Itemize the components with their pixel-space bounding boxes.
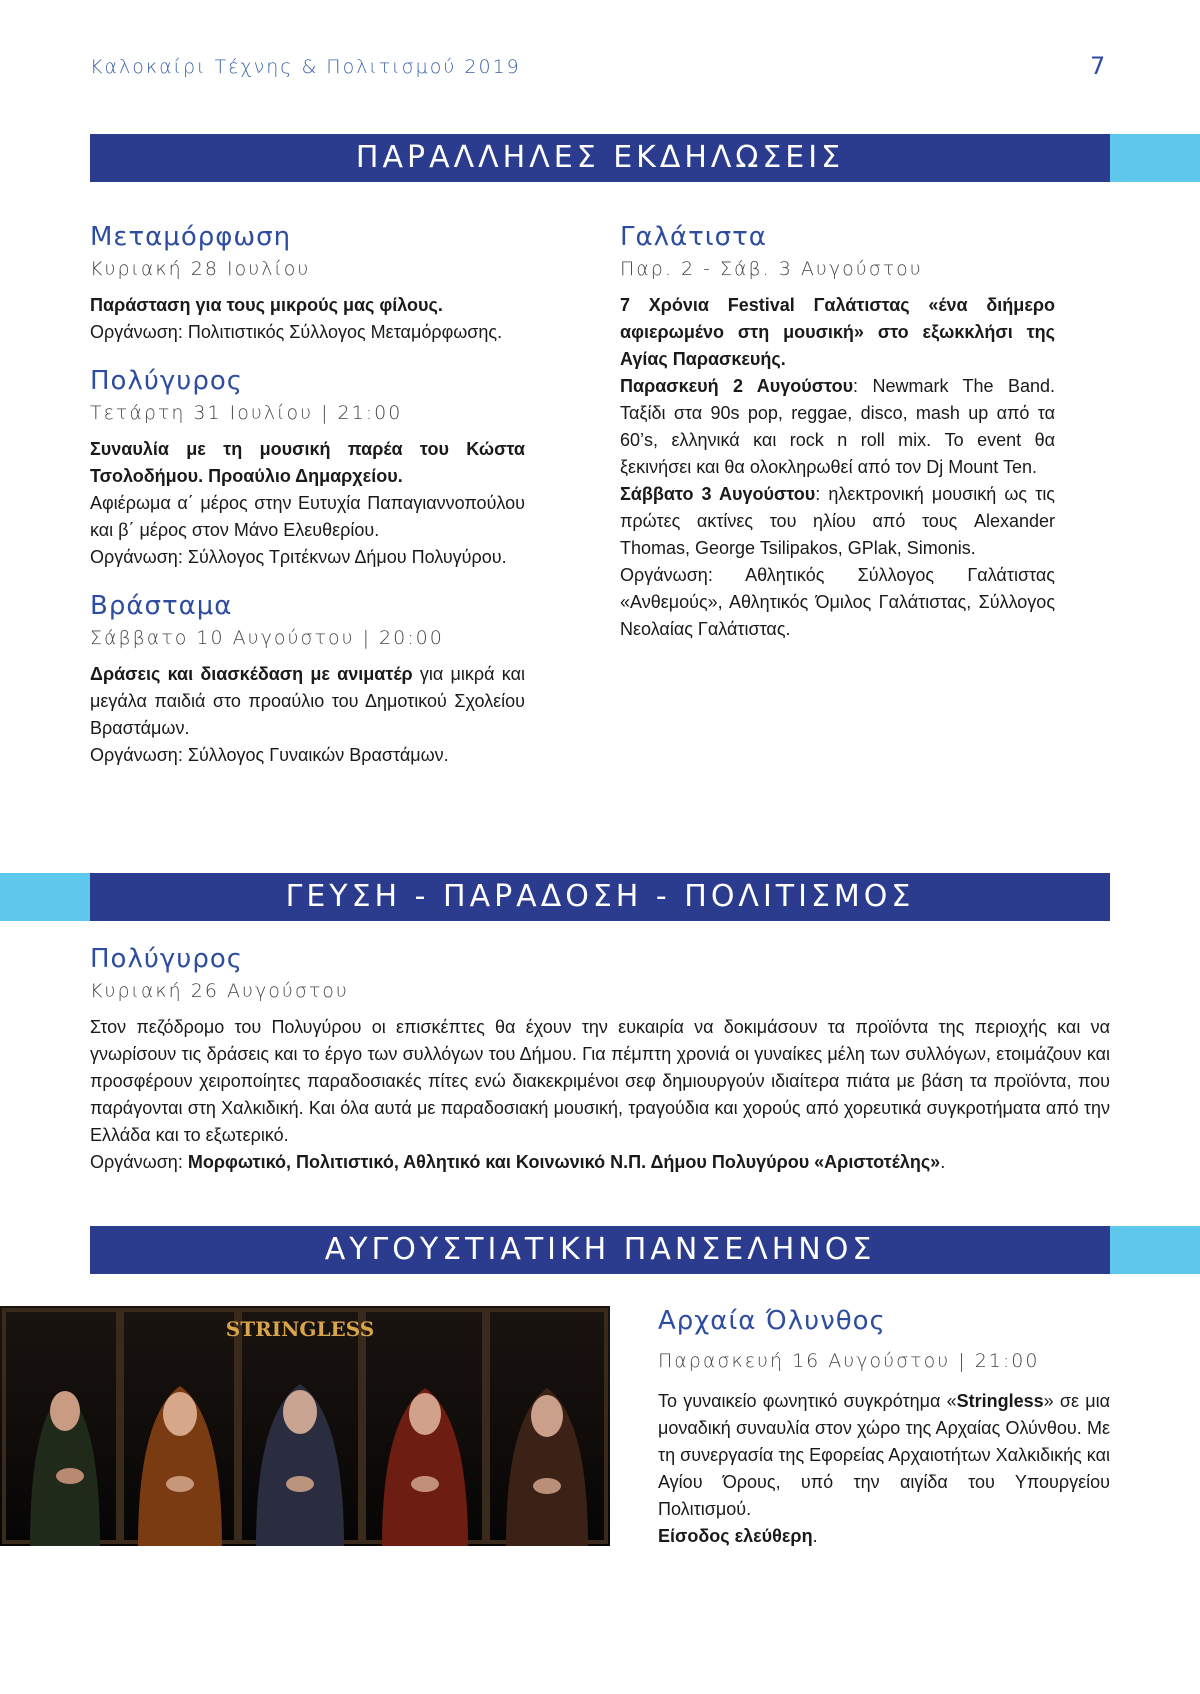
event-organizer: Οργάνωση: Σύλλογος Γυναικών Βραστάμων. <box>90 745 449 765</box>
section-banner-taste: ΓΕΥΣΗ - ΠΑΡΑΔΟΣΗ - ΠΟΛΙΤΙΣΜΟΣ <box>90 873 1110 921</box>
page-number: 7 <box>1090 52 1106 80</box>
event-text: για μικρά και μεγάλα παιδιά στο προαύλιο του Δημοτικού Σχολείου Βραστάμων. <box>90 664 525 738</box>
event-highlight: Συναυλία με τη μουσική παρέα του Κώστα Τσολοδήμου. Προαύλιο Δημαρχείου. <box>90 439 525 486</box>
event-olynthos <box>658 1306 1110 1550</box>
event-highlight: Παράσταση για τους μικρούς μας φίλους. <box>90 295 443 315</box>
event-vrastama <box>90 591 525 769</box>
band-name: Stringless <box>956 1391 1044 1411</box>
day2-label: Σάββατο 3 Αυγούστου <box>620 484 816 504</box>
event-description <box>620 292 1055 643</box>
event-date: Σάββατο 10 Αυγούστου | 20:00 <box>90 627 444 649</box>
event-text: Στον πεζόδρομο του Πολυγύρου οι επισκέπτες θα έχουν την ευκαιρία να δοκιμάσουν τα προϊόντα της περιοχής και να γνωρίσουν τις δράσεις και το έργο των συλλόγων του Δήμου. Για πέμπτη χρονιά οι γυναίκες μέλη των συλλόγων, ετοιμάζουν και προσφέρουν χειροποίητες παραδοσιακές πίτες ενώ διακεκριμένοι σεφ δημιουργούν ιδιαίτερα πιάτα με βάση τα προϊόντα, που παράγονται στη Χαλκιδική. Και όλα αυτά με παραδοσιακή μουσική, τραγούδια και χορούς από χορευτικά συγκροτήματα από την Ελλάδα και το εξωτερικό. <box>90 1017 1110 1145</box>
stringless-band-photo <box>0 1306 610 1546</box>
event-description <box>90 1014 1110 1176</box>
event-metamorfosi <box>90 222 525 346</box>
event-text-a: Το γυναικείο φωνητικό συγκρότημα « <box>658 1391 957 1411</box>
event-date: Κυριακή 28 Ιουλίου <box>90 258 311 280</box>
event-highlight: Δράσεις και διασκέδαση με ανιματέρ <box>90 664 413 684</box>
event-organizer: Οργάνωση: Πολιτιστικός Σύλλογος Μεταμόρφωσης. <box>90 322 503 342</box>
day1-label: Παρασκευή 2 Αυγούστου <box>620 376 854 396</box>
banner-accent-tab <box>1110 134 1200 182</box>
event-title: Μεταμόρφωση <box>90 222 292 252</box>
event-date: Παρασκευή 16 Αυγούστου | 21:00 <box>658 1350 1040 1372</box>
banner-accent-tab <box>1110 1226 1200 1274</box>
left-column <box>90 222 525 789</box>
day2-text: : ηλεκτρονική μουσική ως τις πρώτες ακτίνες του ηλίου από τους Alexander Thomas, George Tsilipakos, GPlak, Simonis. <box>620 484 1055 558</box>
event-date: Κυριακή 26 Αυγούστου <box>90 980 349 1002</box>
event-title: Πολύγυρος <box>90 366 243 396</box>
band-photo-illustration <box>0 1306 610 1546</box>
event-title: Αρχαία Όλυνθος <box>658 1306 886 1336</box>
publication-title: Καλοκαίρι Τέχνης & Πολιτισμού 2019 <box>90 56 521 78</box>
event-date: Παρ. 2 - Σάβ. 3 Αυγούστου <box>620 258 923 280</box>
event-text-b: » σε μια μοναδική συναυλία στον χώρο της Αρχαίας Ολύνθου. Με τη συνεργασία της Εφορείας Αρχαιοτήτων Χαλκιδικής και Αγίου Όρους, υπό την αιγίδα του Υπουργείου Πολιτισμού. <box>658 1391 1110 1519</box>
event-highlight: 7 Χρόνια Festival Γαλάτιστας «ένα διήμερο αφιερωμένο στη μουσική» στο εξωκκλήσι της Αγίας Παρασκευής. <box>620 295 1055 369</box>
organizer-prefix: Οργάνωση: <box>90 1152 188 1172</box>
organizer-suffix: . <box>940 1152 946 1172</box>
event-organizer: Οργάνωση: Σύλλογος Τριτέκνων Δήμου Πολυγύρου. <box>90 547 507 567</box>
event-galatista <box>620 222 1055 643</box>
event-description <box>90 436 525 571</box>
section-banner-parallel: ΠΑΡΑΛΛΗΛΕΣ ΕΚΔΗΛΩΣΕΙΣ <box>90 134 1110 182</box>
event-text: Αφιέρωμα α΄ μέρος στην Ευτυχία Παπαγιαννοπούλου και β΄ μέρος στον Μάνο Ελευθερίου. <box>90 493 525 540</box>
event-organizer: Οργάνωση: Αθλητικός Σύλλογος Γαλάτιστας «Ανθεμούς», Αθλητικός Όμιλος Γαλάτιστας, Σύλλογος Νεολαίας Γαλάτιστας. <box>620 565 1055 639</box>
event-title: Πολύγυρος <box>90 944 243 974</box>
band-logo-text: STRINGLESS <box>225 1317 375 1341</box>
event-title: Γαλάτιστα <box>620 222 767 252</box>
organizer-name: Μορφωτικό, Πολιτιστικό, Αθλητικό και Κοινωνικό Ν.Π. Δήμου Πολυγύρου «Αριστοτέλης» <box>187 1152 941 1172</box>
event-description <box>90 661 525 769</box>
event-description <box>90 292 525 346</box>
banner-accent-tab <box>0 873 90 921</box>
event-date: Τετάρτη 31 Ιουλίου | 21:00 <box>90 402 403 424</box>
day1-text: : Newmark The Band. Ταξίδι στα 90s pop, reggae, disco, mash up από τα 60’s, ελληνικά και rock n roll mix. Το event θα ξεκινήσει και θα ολοκληρωθεί από τον Dj Mount Ten. <box>620 376 1055 477</box>
entry-info: Είσοδος ελεύθερη <box>658 1526 813 1546</box>
event-description <box>658 1388 1110 1550</box>
right-column <box>620 222 1055 663</box>
event-polygyros-concert <box>90 366 525 571</box>
event-title: Βράσταμα <box>90 591 233 621</box>
section-banner-moon: ΑΥΓΟΥΣΤΙΑΤΙΚΗ ΠΑΝΣΕΛΗΝΟΣ <box>90 1226 1110 1274</box>
entry-suffix: . <box>812 1526 818 1546</box>
event-polygyros-taste <box>90 944 1110 1176</box>
